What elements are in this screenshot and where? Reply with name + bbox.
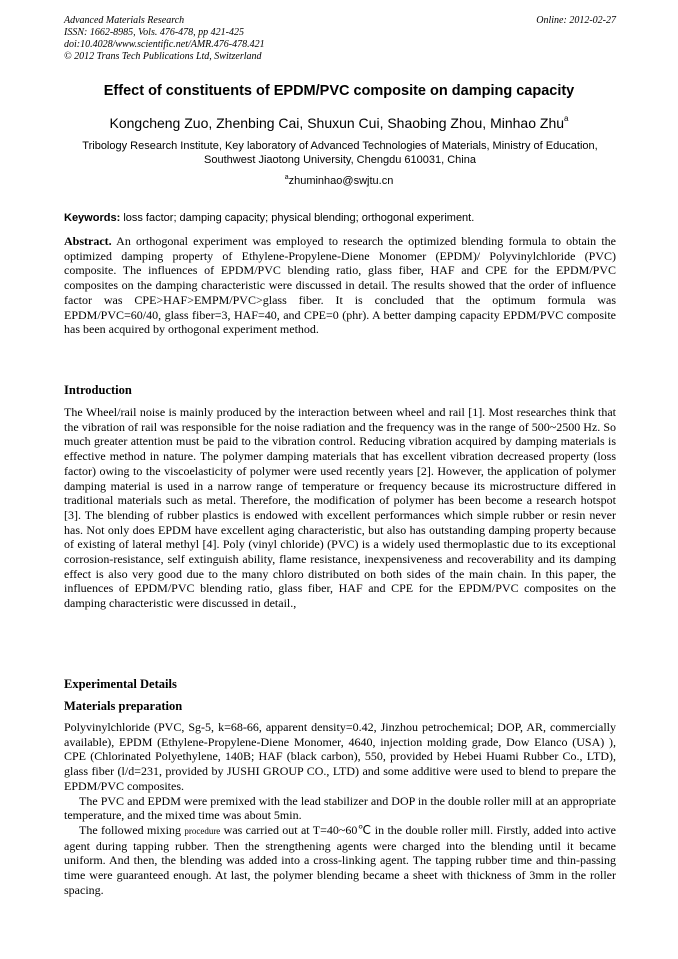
author-list [20,114,658,132]
abstract-text: An orthogonal experiment was employed to research the optimized blending formula to obtain the optimized damping property of Ethylene-Propylene-Diene Monomer (EPDM)/ Polyvinylchloride (PVC) composite. The influences of EPDM/PVC blending ratio, glass fiber, HAF and CPE for the EPDM/PVC composites on the damping characteristic were discussed in detail. The results showed that the order of influence factor was CPE>HAF>EMPM/PVC>glass fiber. It is concluded that the optimum formula was EPDM/PVC=60/40, glass fiber=3, HAF=40, and CPE=0 (phr). A better damping capacity EPDM/PVC composite has been acquired by orthogonal experiment method. [64,234,616,337]
online-date: Online: 2012-02-27 [536,15,616,26]
copyright-line: © 2012 Trans Tech Publications Ltd, Switzerland [64,51,262,62]
journal-header [64,15,444,63]
materials-paragraph-3 [64,823,616,898]
introduction-body [64,405,616,611]
doi-line: doi:10.4028/www.scientific.net/AMR.476-478.421 [64,39,265,50]
experimental-heading: Experimental Details [64,677,177,691]
abstract-label: Abstract. [64,234,112,248]
affiliation: Tribology Research Institute, Key laboratory of Advanced Technologies of Materials, Ministry of Education, Southwest Jiaotong University, Chengdu 610031, China [82,140,598,166]
materials-subheading: Materials preparation [64,699,183,713]
paper-title: Effect of constituents of EPDM/PVC composite on damping capacity [103,83,575,99]
materials-paragraph-2: The PVC and EPDM were premixed with the lead stabilizer and DOP in the double roller mill at an appropriate temperature, and the mixed time was about 5min. [64,793,616,823]
introduction-text: The Wheel/rail noise is mainly produced by the interaction between wheel and rail [1]. Most researches think that the vibration of rail was responsible for the noise radiation and the frequency was in the range of 500~2500 Hz. So much greater attention must be paid to the vibration control. Reducing vibration acquired by damping materials is effective method in nature. The polymer damping materials that has excellent vibration decreased property (loss factor) owing to the viscoelasticity of polymer were used recently years [2]. However, the application of polymer damping material is used in a narrow range of temperature or frequency because its microstructure differed in traditional materials such as metal. Therefore, the modification of polymer has been become a research hotspot [3]. The blending of rubber plastics is endowed with excellent performances which simple rubber or resin never has. Not only does EPDM have excellent aging characteristic, but also has outstanding damping property because of existing of lateral methyl [4]. Poly (vinyl chloride) (PVC) is a widely used thermoplastic due to its exceptional corrosion-resistance, self extinguish ability, flame resistance, inexpensiveness and recoverability and its damping effect is also very good due to the many chloro distributed on both sides of the main chain. In this paper, the influences of EPDM/PVC blending ratio, glass fiber, HAF and CPE for the EPDM/PVC composites on the damping characteristic were discussed in detail., [64,405,616,611]
para3-rest: was carried out at T=40~60℃ in the double roller mill. Firstly, added into active agent during tapping rubber. Then the strengthening agents were charged into the blending until it became uniform. And then, the blending was added into a cross-linking agent. The tapping rubber time and thin-passing time were guaranteed enough. At last, the polymer blending became a sheet with thickness of 3mm in the roller spacing. [64,822,616,897]
author-email [20,174,658,188]
author-names: Kongcheng Zuo, Zhenbing Cai, Shuxun Cui, Shaobing Zhou, Minhao Zhu [109,115,565,131]
keywords-label: Keywords: [64,212,121,224]
experimental-body [64,720,616,897]
issn-line: ISSN: 1662-8985, Vols. 476-478, pp 421-425 [64,27,244,38]
para3-start: The followed mixing [79,822,181,837]
email-address: zhuminhao@swjtu.cn [288,175,394,187]
materials-paragraph-1: Polyvinylchloride (PVC, Sg-5, k=68-66, apparent density=0.42, Jinzhou petrochemical; DOP, AR, commercially available), EPDM (Ethylene-Propylene-Diene Monomer, 4640, injection molding grade, Dow Elanco (USA) ), CPE (Chlorinated Polyethylene, 140B; HAF (black carbon), 550, provided by Hebei Huami Rubber Co., LTD), glass fiber (l/d=231, provided by JUSHI GROUP CO., LTD) and some additive were used to blend to prepare the EPDM/PVC composites. [64,720,616,793]
keywords [64,211,616,225]
email-marker: a [284,174,289,181]
author-marker: a [564,114,569,123]
keywords-text: loss factor; damping capacity; physical blending; orthogonal experiment. [123,212,475,224]
abstract [64,234,616,337]
para3-small-word: procedure [184,825,221,836]
introduction-heading: Introduction [64,383,132,397]
journal-name: Advanced Materials Research [64,15,185,26]
